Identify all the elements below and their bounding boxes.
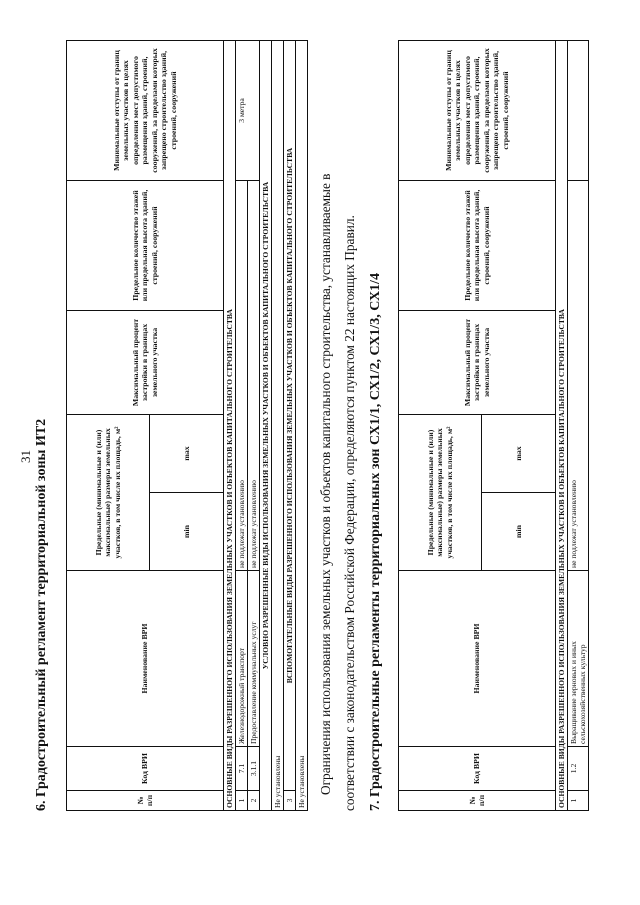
header-floors: Предельное количество этажей или предельная высота зданий, строений, сооружений — [67, 180, 224, 310]
header-floors: Предельное количество этажей или предельная высота зданий, строений, сооружений — [399, 180, 556, 310]
header-percent: Максимальный процент застройки в границах земельного участка — [67, 310, 224, 414]
header-num: № п/п — [399, 791, 556, 811]
auxiliary-uses-none: Не установлены — [296, 40, 308, 810]
header-max: max — [482, 414, 556, 492]
row-1-setback — [568, 40, 589, 180]
sh1-regulation-table — [398, 40, 589, 811]
header-name: Наименование ВРИ — [399, 571, 556, 747]
section-6-heading: 6. Градостроительный регламент территориальной зоны ИТ2 — [34, 418, 49, 811]
row-3-num: 3 — [284, 791, 296, 811]
row-1-num: 1 — [568, 791, 589, 811]
row-2-size: не подлежат установлению — [248, 180, 260, 570]
row-1-size: не подлежат установлению — [568, 180, 589, 570]
row-1-code: 1.2 — [568, 747, 589, 791]
header-num: № п/п — [67, 791, 224, 811]
main-uses-title: ОСНОВНЫЕ ВИДЫ РАЗРЕШЕННОГО ИСПОЛЬЗОВАНИЯ ЗЕМЕЛЬНЫХ УЧАСТКОВ И ОБЪЕКТОВ КАПИТАЛЬНОГО СТРОИТЕЛЬСТВА — [556, 40, 568, 810]
header-min: min — [150, 493, 224, 571]
paragraph-line-2: соответствии с законодательством Российской Федерации, определяются пунктом 22 настоящих Правил. — [342, 215, 357, 811]
header-size: Предельные (минимальные и (или) максимальные) размеры земельных участков, в том числе их площадь, м² — [399, 414, 482, 570]
auxiliary-uses-title: ВСПОМОГАТЕЛЬНЫЕ ВИДЫ РАЗРЕШЕННОГО ИСПОЛЬЗОВАНИЯ ЗЕМЕЛЬНЫХ УЧАСТКОВ И ОБЪЕКТОВ КАПИТАЛЬНОГО СТРОИТЕЛЬСТВА — [284, 40, 296, 790]
section-7-heading: 7. Градостроительные регламенты территориальных зон СХ1/1, СХ1/2, СХ1/3, СХ1/4 — [368, 273, 383, 811]
row-1-setback: 3 метра — [236, 40, 260, 180]
header-code: Код ВРИ — [399, 747, 556, 791]
it2-regulation-table — [66, 40, 308, 811]
row-2-num: 2 — [248, 791, 260, 811]
header-setback: Минимальные отступы от границ земельных участков в целях определения мест допустимого размещения зданий, строений, сооружений, за пределами которых запрещено строительство зданий, строений, сооружений — [67, 40, 224, 180]
header-max: max — [150, 414, 224, 492]
header-percent: Максимальный процент застройки в границах земельного участка — [399, 310, 556, 414]
header-setback: Минимальные отступы от границ земельных участков в целях определения мест допустимого размещения зданий, строений, сооружений, за пределами которых запрещено строительство зданий, строений, сооружений — [399, 40, 556, 180]
row-1-name: Выращивание зерновых и иных сельскохозяйственных культур — [568, 571, 589, 747]
row-1-num: 1 — [236, 791, 248, 811]
main-uses-title: ОСНОВНЫЕ ВИДЫ РАЗРЕШЕННОГО ИСПОЛЬЗОВАНИЯ ЗЕМЕЛЬНЫХ УЧАСТКОВ И ОБЪЕКТОВ КАПИТАЛЬНОГО СТРОИТЕЛЬСТВА — [224, 40, 236, 810]
header-code: Код ВРИ — [67, 747, 224, 791]
row-1-name: Железнодорожный транспорт — [236, 571, 248, 747]
header-min: min — [482, 493, 556, 571]
header-size: Предельные (минимальные и (или) максимальные) размеры земельных участков, в том числе их площадь, м² — [67, 414, 150, 570]
row-2-code: 3.1.1 — [248, 747, 260, 791]
conditional-uses-none: Не установлены — [272, 40, 284, 810]
page-number: 31 — [18, 450, 33, 463]
paragraph-line-1: Ограничения использования земельных участков и объектов капитального строительства, устанавливаемые в — [318, 173, 333, 795]
conditional-uses-title: УСЛОВНО РАЗРЕШЕННЫЕ ВИДЫ ИСПОЛЬЗОВАНИЯ ЗЕМЕЛЬНЫХ УЧАСТКОВ И ОБЪЕКТОВ КАПИТАЛЬНОГО СТРОИТЕЛЬСТВА — [260, 40, 272, 810]
row-1-code: 7.1 — [236, 747, 248, 791]
row-1-size: не подлежат установлению — [236, 180, 248, 570]
row-2-name: Предоставление коммунальных услуг — [248, 571, 260, 747]
header-name: Наименование ВРИ — [67, 571, 224, 747]
